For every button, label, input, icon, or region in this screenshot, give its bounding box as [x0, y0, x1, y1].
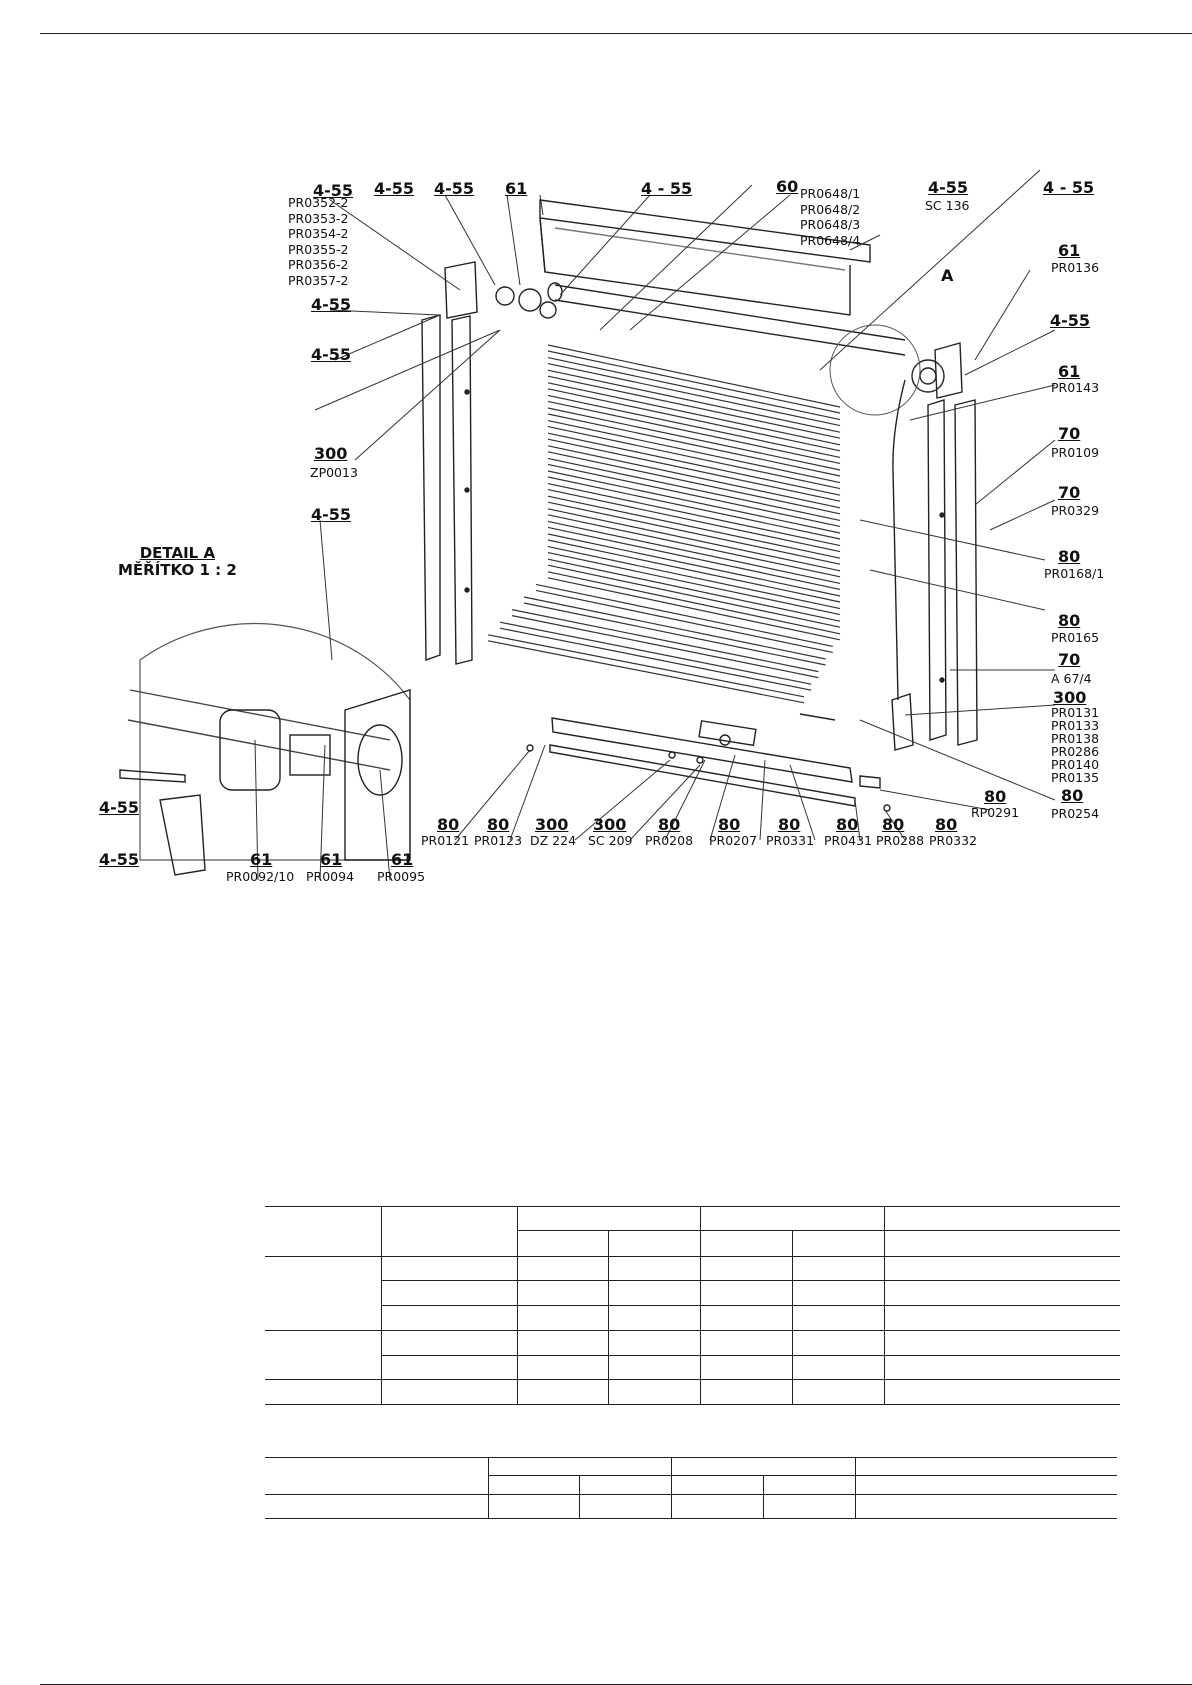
callout-61: 61: [320, 850, 343, 869]
callout-80: 80: [778, 815, 801, 834]
callout-4-55: 4-55: [434, 179, 475, 198]
part-code: PR0109: [1051, 445, 1100, 460]
part-code: PR0288: [876, 833, 925, 848]
callout-4-55: 4-55: [99, 850, 140, 869]
callout-300: 300: [535, 815, 569, 834]
callout-4-55: 4-55: [311, 345, 352, 364]
part-code: PR0095: [377, 869, 426, 884]
callout-80: 80: [1058, 611, 1081, 630]
callout-4-55: 4 - 55: [1043, 178, 1095, 197]
part-codes-left-bracket: PR0352-2 PR0353-2 PR0354-2 PR0355-2 PR0356-2 PR0357-2: [288, 195, 349, 288]
callout-4-55: 4-55: [1050, 311, 1091, 330]
callout-70: 70: [1058, 424, 1081, 443]
callout-4-55: 4-55: [99, 798, 140, 817]
part-code: PR0254: [1051, 806, 1100, 821]
part-code: PR0431: [824, 833, 873, 848]
callout-80: 80: [882, 815, 905, 834]
slat: [524, 597, 826, 665]
callout-61: 61: [391, 850, 414, 869]
part-code: PR0332: [929, 833, 978, 848]
callout-80: 80: [836, 815, 859, 834]
parts-table-2: [265, 1457, 1117, 1519]
left-end-bracket: [445, 262, 477, 318]
part-code: PR0208: [645, 833, 694, 848]
part-code: PR0165: [1051, 630, 1100, 645]
callout-4-55: 4-55: [928, 178, 969, 197]
part-code: PR0331: [766, 833, 815, 848]
part-code: ZP0013: [310, 465, 358, 480]
callout-80: 80: [935, 815, 958, 834]
part-code: PR0123: [474, 833, 523, 848]
callout-80: 80: [984, 787, 1007, 806]
callout-80: 80: [487, 815, 510, 834]
callout-80: 80: [437, 815, 460, 834]
callout-61: 61: [505, 179, 528, 198]
part-code: PR0143: [1051, 380, 1100, 395]
callout-80: 80: [658, 815, 681, 834]
callout-80: 80: [1061, 786, 1084, 805]
part-code: A 67/4: [1051, 671, 1092, 686]
callout-80: 80: [1058, 547, 1081, 566]
part-code: PR0329: [1051, 503, 1100, 518]
part-code: DZ 224: [530, 833, 577, 848]
detail-a-heading: DETAIL A: [139, 544, 216, 562]
callout-80: 80: [718, 815, 741, 834]
callout-61: 61: [1058, 362, 1081, 381]
callout-61: 61: [1058, 241, 1081, 260]
roller-shaft: [555, 285, 905, 355]
lock-plate: [699, 721, 756, 745]
callout-4-55: 4 - 55: [641, 179, 693, 198]
part-code: PR0121: [421, 833, 470, 848]
part-codes-right-cap: PR0131 PR0133 PR0138 PR0286 PR0140 PR0135: [1051, 705, 1100, 785]
callout-4-55: 4-55: [311, 295, 352, 314]
part-code: PR0094: [306, 869, 355, 884]
bottom-bar: [552, 718, 852, 782]
callout-4-55: 4-55: [313, 181, 354, 200]
right-guide-rail-outer: [955, 400, 977, 745]
part-code: PR0092/10: [226, 869, 295, 884]
callout-300: 300: [593, 815, 627, 834]
callout-70: 70: [1058, 650, 1081, 669]
part-code: SC 136: [925, 198, 970, 213]
callout-70: 70: [1058, 483, 1081, 502]
callout-60: 60: [776, 177, 799, 196]
callout-4-55: 4-55: [374, 179, 415, 198]
callout-300: 300: [1053, 688, 1087, 707]
part-code: PR0136: [1051, 260, 1100, 275]
right-guide-rail-inner: [928, 400, 946, 740]
left-guide-rail-outer: [422, 315, 440, 660]
detail-a-title: [118, 545, 237, 579]
part-code: PR0207: [709, 833, 758, 848]
detail-a-scale: MĚŘÍTKO 1 : 2: [118, 561, 237, 579]
callout-4-55: 4-55: [311, 505, 352, 524]
parts-table-1: [265, 1206, 1120, 1405]
part-code: PR0168/1: [1044, 566, 1105, 581]
callout-61: 61: [250, 850, 273, 869]
part-code: SC 209: [588, 833, 633, 848]
shutter-slats: [488, 345, 840, 703]
part-code: RP0291: [971, 805, 1020, 820]
callout-300: 300: [314, 444, 348, 463]
right-end-bracket: [935, 343, 962, 398]
callout-A: A: [941, 266, 954, 285]
part-codes-headbox: PR0648/1 PR0648/2 PR0648/3 PR0648/4: [800, 186, 861, 248]
detail-a-outline: [140, 624, 410, 860]
